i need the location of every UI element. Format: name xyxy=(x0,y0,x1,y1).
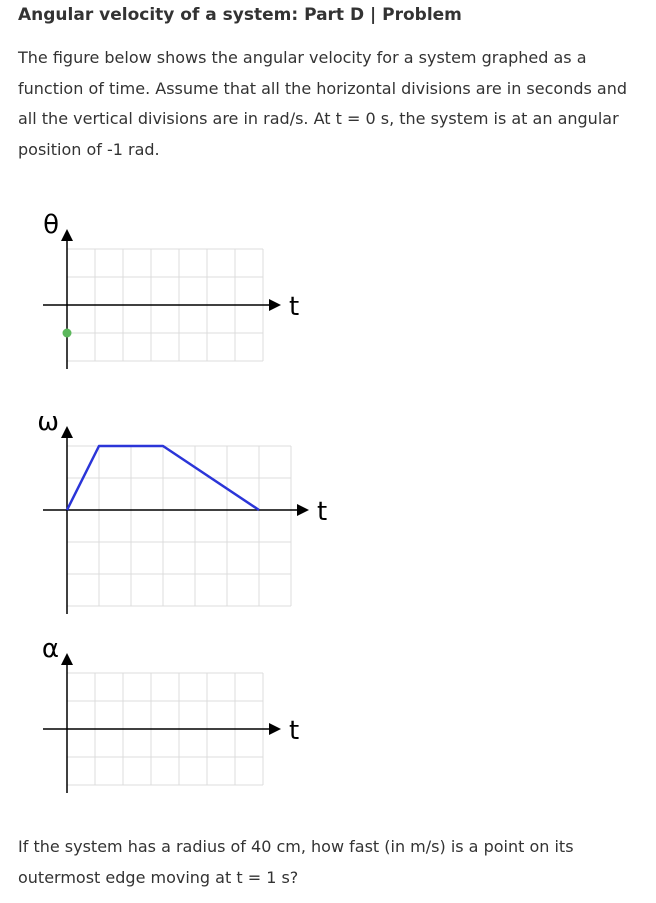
data-point xyxy=(63,329,72,338)
y-axis-label: θ xyxy=(43,210,59,240)
graphs-figure xyxy=(0,200,328,830)
omega-graph xyxy=(37,407,327,614)
problem-question: If the system has a radius of 40 cm, how fast (in m/s) is a point on its outermost edge moving at t = 1 s? xyxy=(18,837,574,887)
y-axis-label: α xyxy=(41,634,59,664)
y-axis-label: ω xyxy=(37,407,59,437)
alpha-graph xyxy=(42,634,299,793)
x-axis-label: t xyxy=(289,292,300,322)
page-title: Angular velocity of a system: Part D | Problem xyxy=(18,5,462,25)
x-axis-label: t xyxy=(289,716,300,746)
problem-intro: The figure below shows the angular velocity for a system graphed as a function of time. Assume that all the horizontal divisions are in seconds and all the vertical divisions are in rad/s. At t = 0 s, the system is at an angular position of -1 rad. xyxy=(18,48,628,159)
x-axis-label: t xyxy=(317,497,328,527)
theta-graph xyxy=(43,210,299,369)
